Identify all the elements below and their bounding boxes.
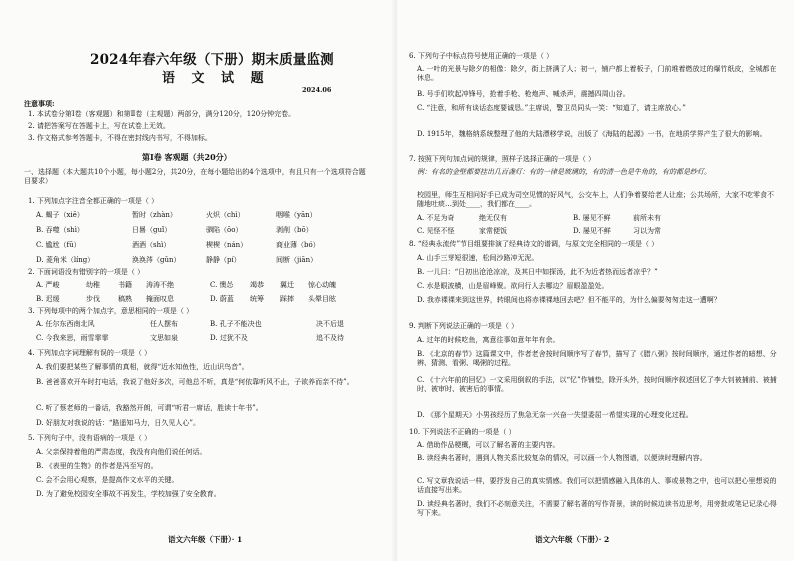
q1-option-d-item: 静静（pí） [206, 256, 241, 264]
q10-option-b: B. 读经典名著时，遇到人物关系比较复杂的情况，可以画一个人物图谱，以便读时理解内容。 [417, 454, 707, 462]
q7-option-d-item: 习以为常 [633, 227, 661, 235]
q7-option-b: B. 屡见不鲜 [573, 214, 611, 222]
q5-option-d: D. 为了避免校园安全事故不再发生，学校加强了安全教育。 [36, 490, 221, 498]
q3-option-b: B. 孔子不能决也 [210, 320, 262, 328]
q5-option-b: B. 《表里的生物》的作者是冯至写的。 [36, 462, 158, 470]
q10-option-a: A. 借助作品梗概，可以了解名著的主要内容。 [417, 441, 560, 449]
q9-option-c: C. 《十六年前的回忆》一文采用倒叙的手法，以“忆”作铺垫，除开头外，按时间顺序叙述回忆了李大钊被捕前、被捕时、被审时、被害后的事情。 [417, 376, 777, 393]
q6-option-d: D. 1915年，魏格纳系统整理了他的大陆漂移学说，出版了《海陆的起源》一书，在地质学界产生了很大的影响。 [417, 130, 767, 138]
page-footer: 语文六年级（下册）· 2 [535, 535, 610, 544]
q2-option-c-item: 翼迁 [280, 281, 294, 289]
q1-option-a-item: 咽喉（yān） [276, 211, 317, 219]
q1-option-a-item: 暂时（zhàn） [132, 211, 177, 219]
q1-option-b-item: 剥削（bō） [276, 226, 313, 234]
q1-option-c: C. 尴尬（fū） [36, 241, 81, 249]
q2-option-b-item: 稿熟 [118, 295, 132, 303]
q1-option-c-item: 酒酒（shì） [132, 241, 171, 249]
q7-option-d: D. 屡见不鲜 [573, 227, 611, 235]
q7-option-c-item: 家常便饭 [479, 227, 507, 235]
q1-option-a: A. 蝎子（xiē） [36, 211, 84, 219]
q8-option-d: D. 我赤裸裸来到这世界，转眼间也将赤裸裸地回去吧？但不能平的，为什么偏要匆匆走这一遭啊？ [417, 296, 721, 304]
q8-option-c: C. 水是眼波横，山是眉峰聚。欲问行人去哪边？眉眼盈盈处。 [417, 282, 609, 290]
q7-option-c: C. 见怪不怪 [417, 227, 455, 235]
q8-option-b: B. 一儿曰：“日初出沧沧凉凉，及其日中如探汤，此不为近者热而远者凉乎？” [417, 268, 658, 276]
q2-option-c-item: 惊心动魄 [308, 281, 336, 289]
exam-title: 2024年春六年级（下册）期末质量监测 [90, 52, 334, 68]
exam-date: 2024.06 [302, 86, 332, 94]
q1-option-b-item: 日晷（guǐ） [132, 226, 172, 234]
q2-option-d-item: 踩摔 [280, 295, 294, 303]
q2-option-a-item: 涛涛不绝 [146, 281, 174, 289]
q10-option-c: C. 写文章我说话一样，要抒发自己的真实情感。我们可以把情感融入具体的人、事或景物之中，也可以把心里想说的话直接写出来。 [417, 477, 777, 494]
q1-option-b: B. 吞噬（shì） [36, 226, 84, 234]
q7-passage: 校园里，师生互相问好手已成为司空见惯的好风气，公交车上，人们争着要给老人让座；公共场所，大家不吃零食不随地吐痰…到处____，我们都在____。 [417, 191, 774, 208]
q3-option-a-item: 任人摆布 [150, 320, 178, 328]
q8-stem: 8. “经典永流传”节目组要排演了经典诗文的谱调，与原文完全相同的一项是（ ） [409, 240, 659, 248]
q7-option-b-item: 前所未有 [633, 214, 661, 222]
q9-stem: 9. 判断下列说法正确的一项是（ ） [409, 322, 519, 330]
q2-option-b-item: 步伐 [86, 295, 100, 303]
q9-option-d: D. 《那个星期天》小男孩经历了焦急无奈一兴奋一失望委屈一希望实现的心理变化过程。 [417, 411, 693, 419]
q2-option-c: C. 懊怂 [210, 281, 234, 289]
q4-stem: 4. 下列加点字词理解有误的一项是（ ） [28, 349, 152, 357]
q1-option-c-item: 楔楔（nán） [206, 241, 248, 249]
q1-option-d: D. 菱角米（líng） [36, 256, 95, 264]
q8-option-a: A. 山手三芽短很速，松间沙路冲无泥。 [417, 254, 539, 262]
q3-option-b-item: 决不后退 [316, 320, 344, 328]
q1-option-b-item: 驷陷（ōo） [206, 226, 243, 234]
q10-option-d: D. 读经典名著时，我们不必刻意关注，不需要了解名著的写作背景，读的时候边读书边思考，用旁批或笔记记录心得写下来。 [417, 500, 777, 517]
notice-title: 注意事项: [24, 99, 55, 108]
q9-option-b: B. 《北京的春节》这篇课文中，作者老舍按时间顺序写了春节，描写了《腊八粥》按时间顺序，通过作者的暗想、分辨、猜测、看粥、喝粥的过程。 [417, 350, 777, 367]
q6-option-c: C. “注意，和所有谈话态度要诚恳。”主席说，警卫员同头一笑：“知道了，请主席放心。” [417, 104, 686, 112]
q4-option-b: B. 爸爸喜欢开车时打电话，我说了他好多次，可他总不听，真是“何依靠听风不止，子欲养而亲不待”。 [36, 378, 354, 386]
q5-option-a: A. 父亲保持着他的严肃态度，我没有向他们说任何话。 [36, 448, 207, 456]
q2-option-d-item: 统筹 [250, 295, 264, 303]
q6-option-b: B. 号手们吹起冲锋号，抢着手枪、枪炮声、喊杀声，震撼四周山谷。 [417, 90, 630, 98]
q2-option-a: A. 严峻 [36, 281, 60, 289]
q4-option-c: C. 听了蔡老师的一番话，我豁然开朗，可谓“听君一席话，胜读十年书”。 [36, 404, 263, 412]
notice-item: 2. 请把答案写在答题卡上，写在试卷上无效。 [28, 122, 170, 130]
q2-option-c-item: 竭恭 [250, 281, 264, 289]
q7-example: 例：有名的金壁都要挂出几百盏灯：有的一律是玻璃的，有的清一色是牛角的，有的都是纱灯。 [417, 168, 711, 176]
q1-option-c-item: 商业薄（bó） [276, 241, 320, 249]
q2-option-d-item: 头晕目眩 [308, 295, 336, 303]
q4-option-a: A. 我们要把某些了解事情的真相，就得“近水知鱼性，近山识鸟音”。 [36, 363, 249, 371]
notice-item: 1. 本试卷分第Ⅰ卷（客观题）和第Ⅱ卷（主观题）两部分，满分120分，120分钟完卷。 [28, 110, 296, 118]
q3-option-c: C. 今我来思，雨雪霏霏 [36, 334, 109, 342]
page-footer: 语文六年级（下册）· 1 [168, 535, 243, 544]
q5-stem: 5. 下列句子中，没有语病的一项是（ ） [28, 434, 152, 442]
q2-option-a-item: 幼稚 [86, 281, 100, 289]
q9-option-a: A. 过年的时候吃鱼，寓意往事如意年年有余。 [417, 336, 560, 344]
notice-item: 3. 作文格式参考答题卡，不得在密封线内书写，不得加标。 [28, 134, 212, 142]
q1-option-d-item: 涣涣涔（gǔn） [132, 256, 181, 264]
q2-option-d: D. 蔚蓝 [210, 295, 234, 303]
q6-option-a: A. 一叶的光景与除夕的相像：除夕，街上挤满了人；初一，铺户都上着板子，门前堆着燃放过的爆竹纸皮，全城都在休息。 [417, 65, 777, 82]
q7-option-a-item: 绝无仅有 [479, 214, 507, 222]
q3-option-a: A. 任尔东西南北风 [36, 320, 95, 328]
q7-stem: 7. 按照下列句加点词的规律，照样子选择正确的一项是（ ） [409, 155, 596, 163]
q3-option-d-item: 追不及待 [316, 334, 344, 342]
q6-stem: 6. 下列句子中标点符号使用正确的一项是（ ） [409, 52, 554, 60]
exam-subtitle: 语 文 试 题 [162, 71, 270, 86]
part1-title: 第Ⅰ卷 客观题（共20分） [142, 152, 232, 162]
q2-stem: 2. 下面词语没有错别字的一项是（ ） [28, 268, 145, 276]
q2-option-b: B. 迟缓 [36, 295, 60, 303]
q3-stem: 3. 下列每项中的两个加点字，意思相同的一项是（ ） [28, 307, 194, 315]
q10-stem: 10. 下列说法不正确的一项是（ ） [409, 428, 516, 436]
q3-option-c-item: 文思如泉 [150, 334, 178, 342]
q3-option-d: D. 过犹不及 [210, 334, 248, 342]
q7-option-a: A. 不足为奇 [417, 214, 455, 222]
q1-option-d-item: 间断（jiān） [276, 256, 318, 264]
q1-option-a-item: 火炽（chì） [206, 211, 245, 219]
q5-option-c: C. 会不会用心观察，是提高作文水平的关键。 [36, 476, 179, 484]
q4-option-d: D. 好朋友对我说的话：“路遥知马力，日久见人心”。 [36, 419, 200, 427]
exam-page-right [397, 0, 794, 561]
q2-option-a-item: 书籍 [118, 281, 132, 289]
q1-stem: 1. 下列加点字注音全都正确的一项是（ ） [28, 197, 159, 205]
section1-instructions: 一、选择题（本大题共10个小题，每小题2分，共20分，在每小题给出的4个选项中，有且只有一个选项符合题目要求） [24, 168, 366, 185]
q2-option-b-item: 掩面叹息 [146, 295, 174, 303]
